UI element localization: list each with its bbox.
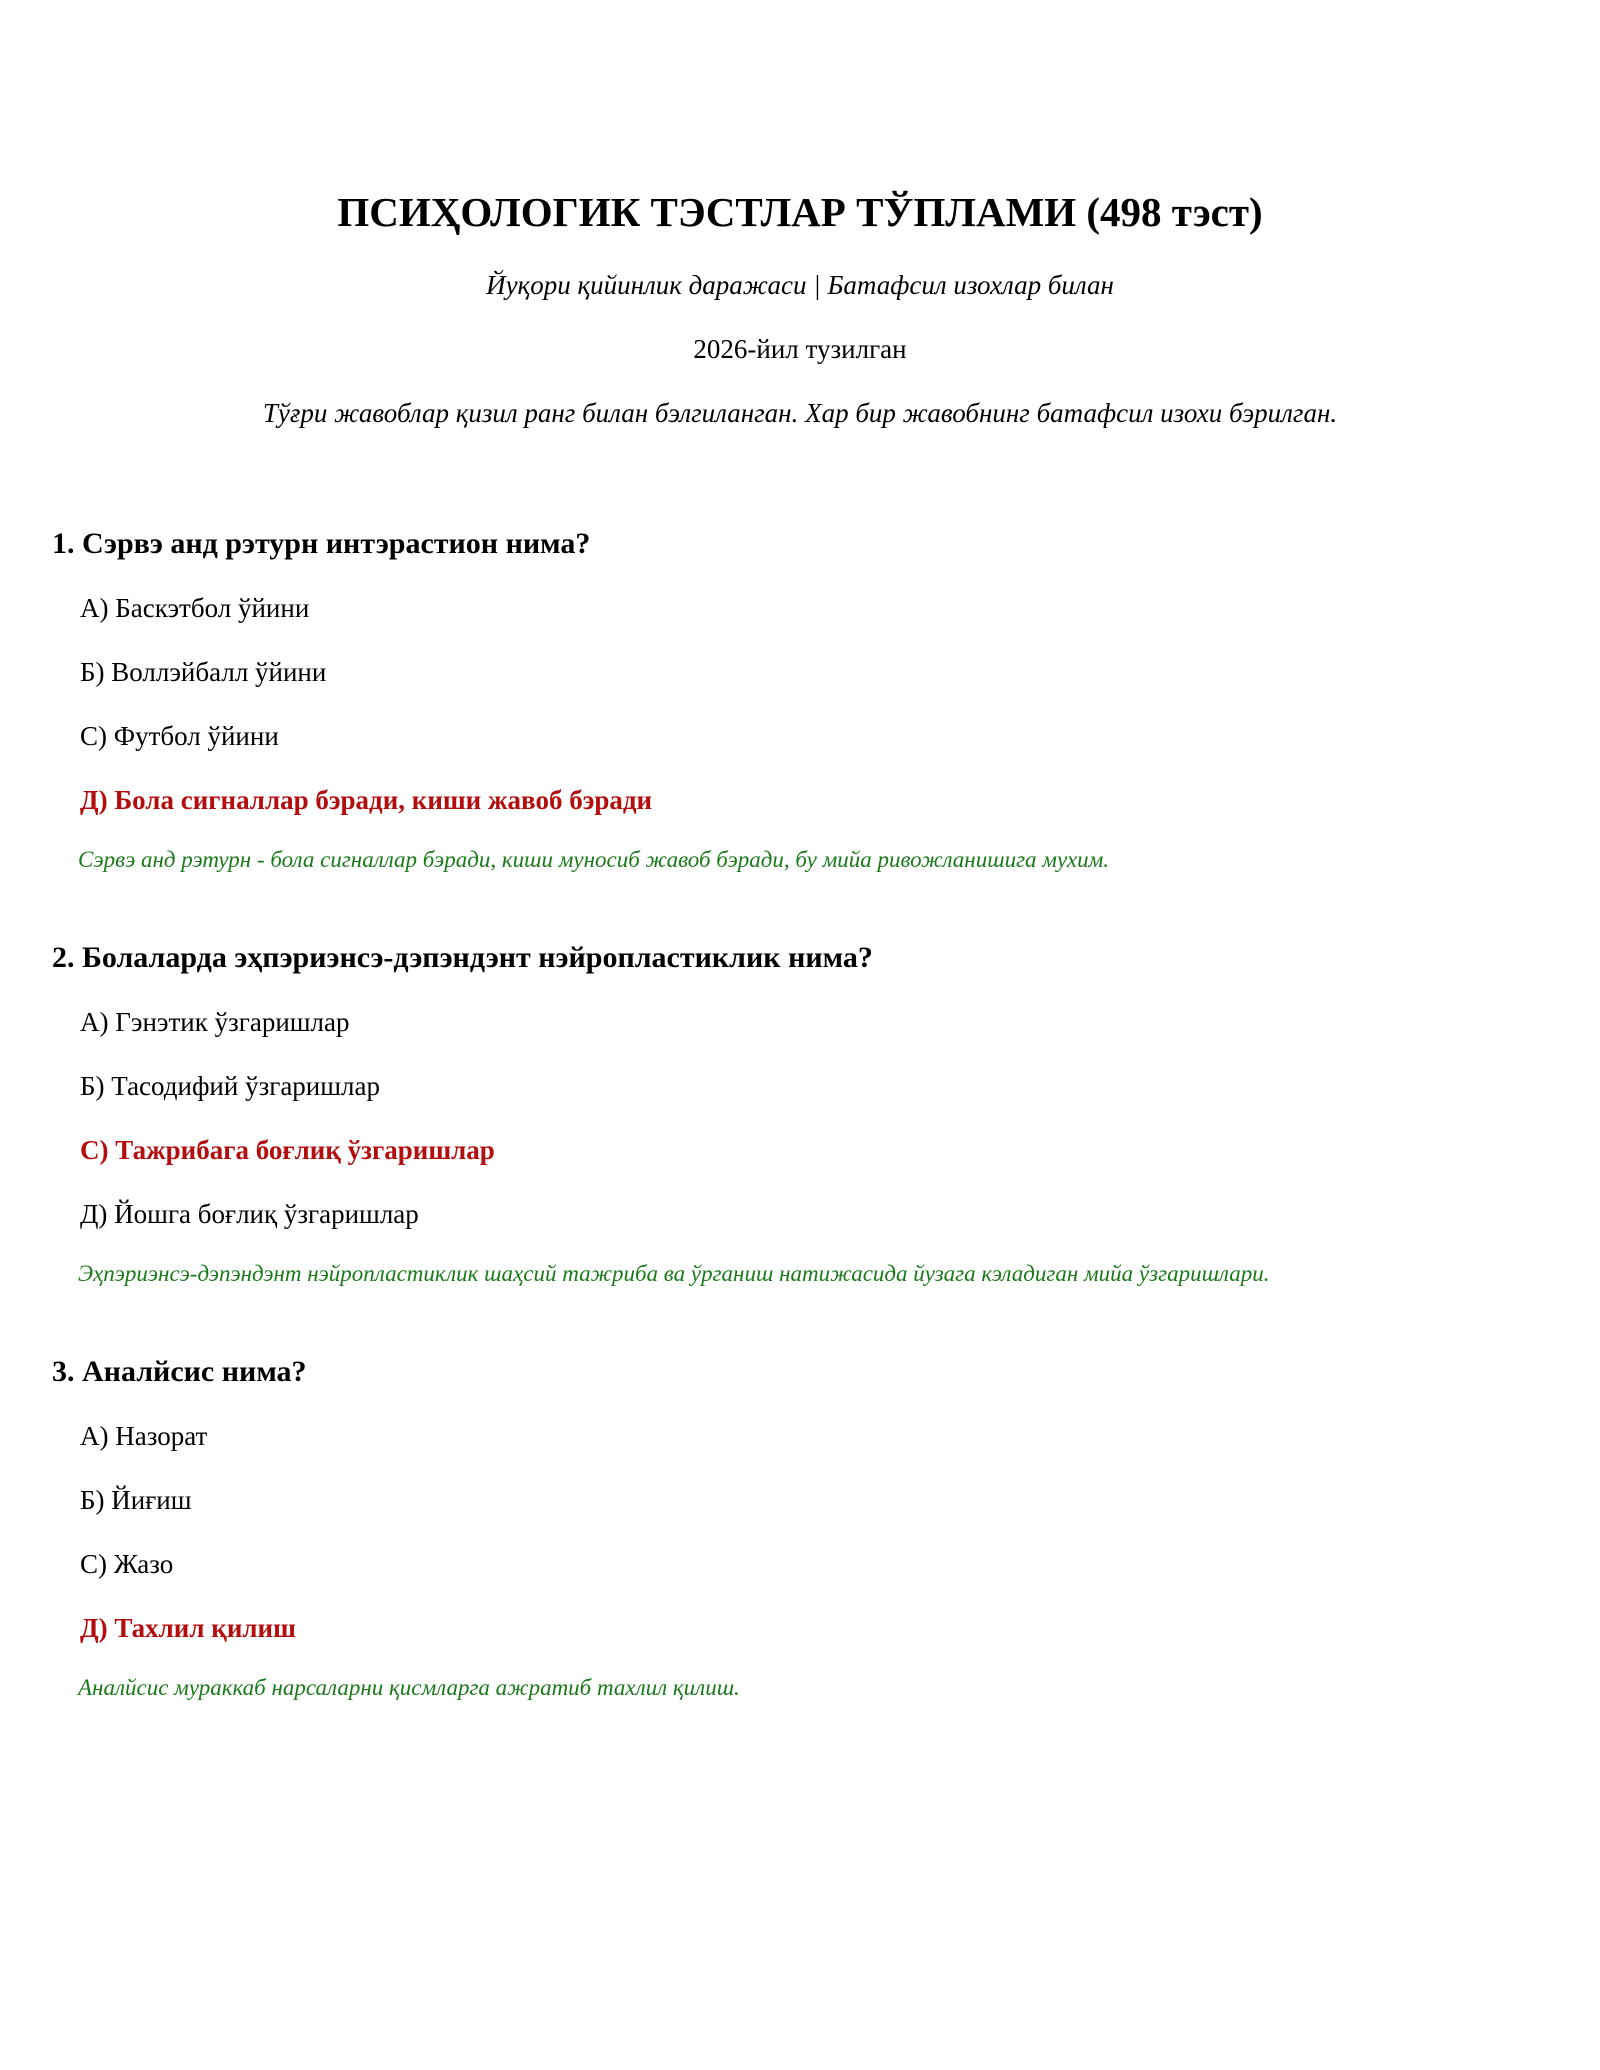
document-note: Тўғри жавоблар қизил ранг билан бэлгиланган. Хар бир жавобнинг батафсил изохи бэрилган. <box>262 398 1338 428</box>
answer-option-b: Б) Тасодифий ўзгаришлар <box>80 1071 381 1101</box>
question-2 <box>52 938 1552 1290</box>
questions-list <box>52 524 1552 1766</box>
answer-explanation: Аналйсис мураккаб нарсаларни қисмларга ажратиб тахлил қилиш. <box>78 1675 740 1700</box>
answer-option-c: С) Жазо <box>80 1549 174 1579</box>
answer-option-c: С) Футбол ўйини <box>80 721 279 751</box>
document-subtitle: Йуқори қийинлик даражаси | Батафсил изохлар билан <box>486 270 1114 300</box>
answer-option-d-correct: Д) Тахлил қилиш <box>80 1613 296 1643</box>
document-year: 2026-йил тузилган <box>693 334 907 364</box>
answer-explanation: Эҳпэриэнсэ-дэпэндэнт нэйропластиклик шаҳсий тажриба ва ўрганиш натижасида йузага кэладиган мийа ўзгаришлари. <box>78 1261 1270 1286</box>
question-title: 3. Аналйсис нима? <box>52 1355 307 1388</box>
answer-option-d: Д) Йошга боғлиқ ўзгаришлар <box>80 1199 419 1229</box>
answer-option-a: А) Назорат <box>80 1421 208 1451</box>
question-title: 1. Сэрвэ анд рэтурн интэрастион нима? <box>52 527 591 560</box>
question-1 <box>52 524 1552 876</box>
question-title: 2. Болаларда эҳпэриэнсэ-дэпэндэнт нэйропластиклик нима? <box>52 941 873 974</box>
document-title: ПСИҲОЛОГИК ТЭСТЛАР ТЎПЛАМИ (498 тэст) <box>337 189 1263 235</box>
answer-option-a: А) Гэнэтик ўзгаришлар <box>80 1007 350 1037</box>
answer-option-d-correct: Д) Бола сигналлар бэради, киши жавоб бэради <box>80 785 653 815</box>
answer-option-b: Б) Воллэйбалл ўйини <box>80 657 327 687</box>
answer-option-b: Б) Йиғиш <box>80 1485 192 1515</box>
answer-explanation: Сэрвэ анд рэтурн - бола сигналлар бэради, киши муносиб жавоб бэради, бу мийа ривожланишига мухим. <box>78 847 1110 872</box>
answer-option-c-correct: С) Тажрибага боғлиқ ўзгаришлар <box>80 1135 495 1165</box>
question-3 <box>52 1352 1552 1704</box>
answer-option-a: А) Баскэтбол ўйини <box>80 593 310 623</box>
